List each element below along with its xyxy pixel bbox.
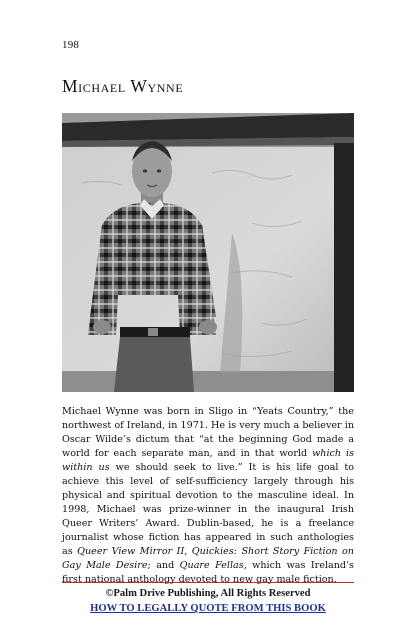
anthology-title: Queer View Mirror II, Quickies: Short Story Fiction on Gay Male Desire xyxy=(62,546,354,571)
copyright-notice: ©Palm Drive Publishing, All Rights Reserved xyxy=(105,588,311,599)
footer-divider xyxy=(62,582,354,583)
page-title: Michael Wynne xyxy=(62,76,184,96)
author-photo xyxy=(62,113,354,392)
author-biography: Michael Wynne was born in Sligo in “Yeats Country,” the northwest of Ireland, in 1971. He is very much a believer in Oscar Wilde’s dictum that “at the beginning God made a world for each separate man, and in that world which is within us we should seek to live.” It is his life goal to achieve this level of self-sufficiency largely through his physical and spiritual devotion to the masculine ideal. In 1998, Michael was prize-winner in the inaugural Irish Queer Writers’ Award. Dublin-based, he is a freelance journalist whose fiction has appeared in such anthologies as Queer View Mirror II, Quickies: Short Story Fiction on Gay Male Desire; and Quare Fellas, which was Ireland’s first national anthology devoted to new gay male fiction. xyxy=(62,406,355,585)
anthology-title: Quare Fellas xyxy=(179,560,244,571)
page-number: 198 xyxy=(62,39,80,51)
legal-quote-link[interactable]: HOW TO LEGALLY QUOTE FROM THIS BOOK xyxy=(90,603,326,614)
emphasis-phrase: which is within us xyxy=(62,448,354,473)
